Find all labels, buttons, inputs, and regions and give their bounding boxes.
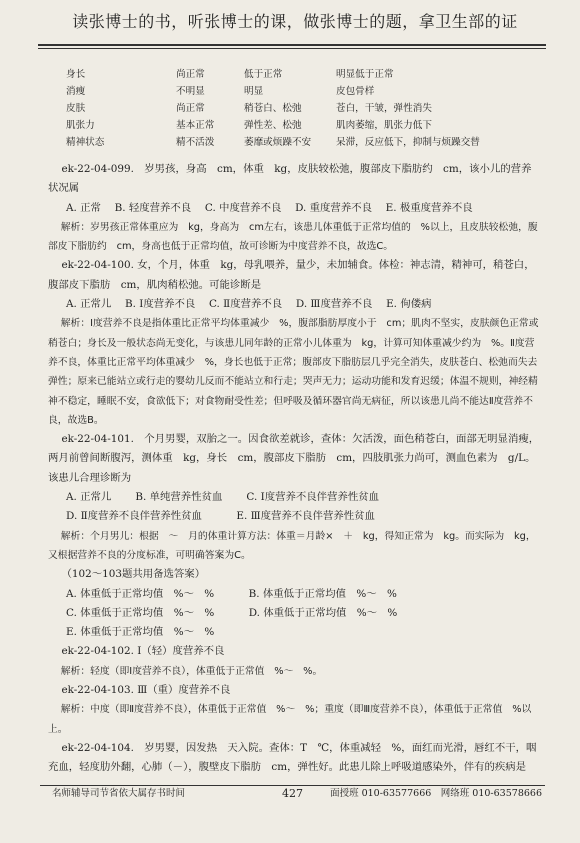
table-cell: 明显低于正常 [336, 69, 394, 80]
shared-options-heading: （102～103题共用备选答案） [61, 568, 206, 581]
answer-options: A. 正常 B. 轻度营养不良 C. 中度营养不良 D. 重度营养不良 E. 极重度营养不良 [66, 201, 473, 214]
question-stem: ek-22-04-100. 女，个月，体重 kg，母乳喂养，量少，未加辅食。体检：神志清，精神可，稍苍白，腹部皮下脂肪 cm，肌肉稍松弛。可能诊断是 [48, 259, 535, 291]
malnutrition-grading-table [66, 66, 536, 151]
question-content [48, 160, 540, 778]
question-stem: ek-22-04-099. 岁男孩，身高 cm，体重 kg，皮肤较松弛，腹部皮下脂肪约 cm，该小儿的营养状况属 [48, 163, 532, 195]
table-cell: 皮肤 [66, 103, 86, 114]
table-row [66, 66, 536, 83]
page-header: 读张博士的书，听张博士的课，做张博士的题，拿卫生部的证 [72, 12, 518, 31]
table-cell: 苍白，干皱，弹性消失 [336, 103, 432, 114]
table-cell: 消瘦 [66, 86, 86, 97]
table-cell: 低于正常 [244, 69, 283, 80]
table-cell: 基本正常 [176, 120, 215, 131]
table-cell: 呆滞，反应低下，抑制与烦躁交替 [336, 137, 480, 148]
table-cell: 不明显 [176, 86, 205, 97]
table-cell: 弹性差、松弛 [244, 120, 302, 131]
table-row [66, 117, 536, 134]
analysis-text: 解析：中度（即Ⅱ度营养不良），体重低于正常值 %～ %；重度（即Ⅲ度营养不良），体重低于正常值 %以上。 [48, 704, 532, 735]
analysis-text: 解析：岁男孩正常体重应为 kg，身高为 cm左右，该患儿体重低于正常均值的 %以上，且皮肤较松弛，腹部皮下脂肪约 cm，身高也低于正常均值，故可诊断为中度营养不良，故选C。 [48, 221, 538, 253]
table-cell: 身长 [66, 69, 86, 80]
question-stem: ek-22-04-104. 岁男婴，因发热 天入院。查体：T ℃，体重减轻 %，面红而光滑，唇红不干，咽充血，轻度肋外翻，心肺（－），腹壁皮下脂肪 cm，弹性好。此患儿除上呼吸道感染外，伴有的疾病是 [48, 741, 537, 774]
page-footer [52, 786, 542, 802]
table-cell: 肌张力 [66, 120, 95, 131]
answer-options: D. Ⅱ度营养不良伴营养性贫血 E. Ⅲ度营养不良伴营养性贫血 [66, 510, 375, 523]
analysis-text: 解析：轻度（即Ⅰ度营养不良），体重低于正常值 %～ %。 [60, 665, 323, 677]
answer-options: A. 体重低于正常均值 %～ % B. 体重低于正常均值 %～ % [66, 587, 397, 600]
analysis-text: 解析：个月男儿：根据 ～ 月的体重计算方法：体重＝月龄× ＋ kg，得知正常为 kg。而实际为 kg，又根据营养不良的分度标准，可明确答案为C。 [48, 530, 536, 561]
table-row [66, 134, 536, 151]
question-stem: ek-22-04-102. Ⅰ（轻）度营养不良 [61, 645, 225, 658]
answer-options: C. 体重低于正常均值 %～ % D. 体重低于正常均值 %～ % [66, 606, 398, 619]
table-cell: 尚正常 [176, 69, 205, 80]
question-stem: ek-22-04-101. 个月男婴，双胎之一。因食欲差就诊，查体：欠活泼，面色稍苍白，面部无明显消瘦，两月前曾间断腹泻，测体重 kg，身长 cm，腹部皮下脂肪 cm，四肢肌张力尚可，测血色素为 g/L。该患儿合理诊断为 [48, 433, 540, 484]
answer-options: E. 体重低于正常均值 %～ % [66, 626, 215, 639]
footer-slogan: 名师辅导司节省依大属存书时间 [52, 788, 186, 799]
answer-options: A. 正常儿 B. 单纯营养性贫血 C. Ⅰ度营养不良伴营养性贫血 [66, 491, 380, 504]
table-cell: 尚正常 [176, 103, 205, 114]
footer-contact: 面授班 010-63577666 网络班 010-63578666 [330, 788, 542, 799]
table-row [66, 100, 536, 117]
table-cell: 皮包骨样 [336, 86, 375, 97]
table-cell: 精神状态 [66, 137, 105, 148]
question-stem: ek-22-04-103. Ⅲ（重）度营养不良 [61, 684, 231, 697]
page-number: 427 [282, 787, 303, 800]
table-cell: 明显 [244, 86, 264, 97]
analysis-text: 解析：Ⅰ度营养不良是指体重比正常平均体重减少 %，腹部脂肪厚度小于 cm；肌肉不坚实，皮肤颜色正常或稍苍白；身长及一般状态尚无变化，与该患儿同年龄的正常小儿体重为 kg，计算可知体重减少约为 %。Ⅱ度营养不良，体重比正常平均体重减少 %，身长也低于正常；腹部皮下脂肪层几乎完全消失，皮肤苍白、松弛而失去弹性；原来已能站立或行走的婴幼儿反而不能站立和行走；哭声无力；运动功能和发育迟缓；体温不规则，神经精神不稳定，睡眠不安，食欲低下；对食物耐受性差；但呼吸及循环器官尚无病征，所以该患儿尚不能达Ⅱ度营养不良，故选B。 [48, 318, 539, 426]
table-cell: 稍苍白、松弛 [244, 103, 302, 114]
table-cell: 肌肉萎缩，肌张力低下 [336, 120, 432, 131]
table-row [66, 83, 536, 100]
header-divider [38, 44, 546, 49]
answer-options: A. 正常儿 B. Ⅰ度营养不良 C. Ⅱ度营养不良 D. Ⅲ度营养不良 E. 佝偻病 [66, 298, 432, 311]
table-cell: 精不活泼 [176, 137, 215, 148]
table-cell: 萎靡或烦躁不安 [244, 137, 312, 148]
